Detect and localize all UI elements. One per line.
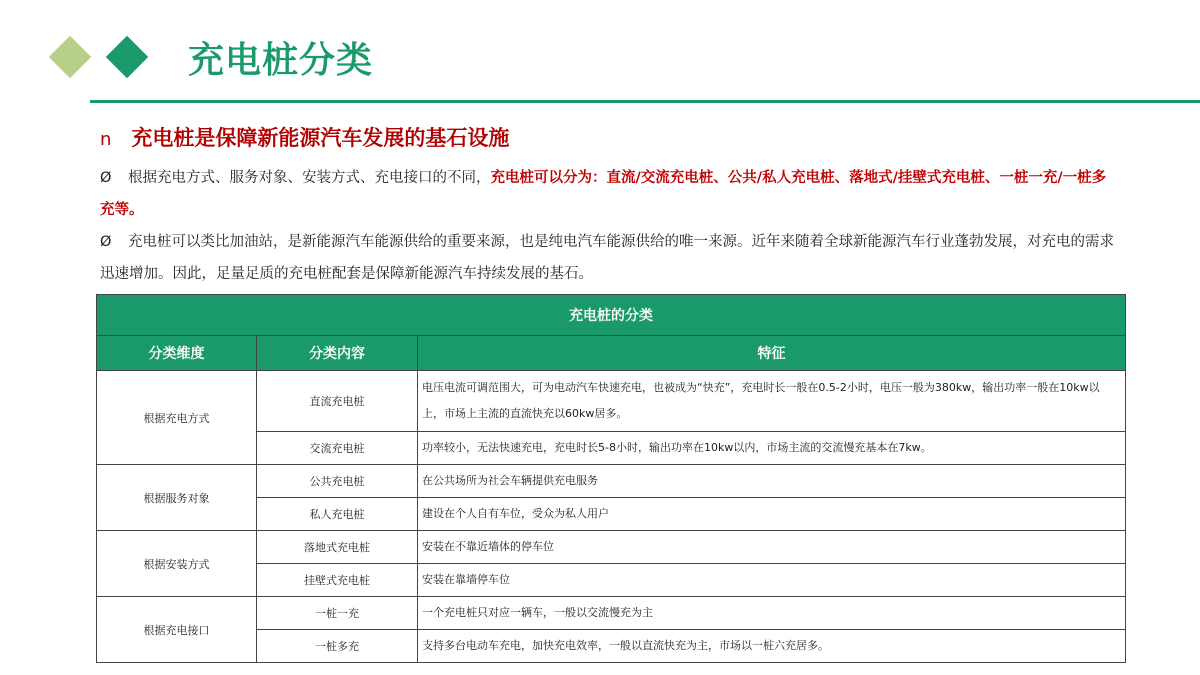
page-title: 充电桩分类	[188, 40, 374, 81]
header-feature: 特征	[418, 336, 1126, 371]
header-content: 分类内容	[257, 336, 418, 371]
content-cell: 公共充电桩	[257, 465, 418, 498]
dimension-cell: 根据充电方式	[97, 371, 257, 465]
paragraph-2-marker: Ø	[100, 234, 112, 250]
content-cell: 落地式充电桩	[257, 531, 418, 564]
paragraph-1-highlight: 充电桩可以分为：直流/交流充电桩、公共/私人充电桩、落地式/挂壁式充电桩、一桩一充/一桩多充等。	[100, 170, 1107, 218]
feature-cell: 安装在靠墙停车位	[418, 564, 1126, 597]
feature-cell: 一个充电桩只对应一辆车，一般以交流慢充为主	[418, 597, 1126, 630]
decor-diamond-dark	[106, 36, 148, 78]
feature-cell: 功率较小，无法快速充电，充电时长5-8小时，输出功率在10kw以内，市场主流的交流慢充基本在7kw。	[418, 432, 1126, 465]
decor-diamond-light	[49, 36, 91, 78]
content-cell: 私人充电桩	[257, 498, 418, 531]
content-cell: 一桩一充	[257, 597, 418, 630]
paragraph-1-marker: Ø	[100, 170, 112, 186]
content-cell: 直流充电桩	[257, 371, 418, 432]
paragraph-2-text: 充电桩可以类比加油站，是新能源汽车能源供给的重要来源，也是纯电汽车能源供给的唯一来源。近年来随着全球新能源汽车行业蓬勃发展，对充电的需求迅速增加。因此，足量足质的充电桩配套是保障新能源汽车持续发展的基石。	[100, 234, 1114, 282]
feature-cell: 电压电流可调范围大，可为电动汽车快速充电，也被成为“快充”，充电时长一般在0.5-2小时，电压一般为380kw，输出功率一般在10kw以上，市场上主流的直流快充以60kw居多。	[418, 371, 1126, 432]
paragraph-1	[100, 162, 1120, 226]
dimension-cell: 根据安装方式	[97, 531, 257, 597]
feature-cell: 支持多台电动车充电，加快充电效率，一般以直流快充为主，市场以一桩六充居多。	[418, 630, 1126, 663]
table-caption: 充电桩的分类	[97, 295, 1126, 336]
table-row	[97, 597, 1126, 630]
feature-cell: 安装在不靠近墙体的停车位	[418, 531, 1126, 564]
feature-cell: 建设在个人自有车位，受众为私人用户	[418, 498, 1126, 531]
paragraph-2	[100, 226, 1120, 290]
table-row	[97, 371, 1126, 432]
header-dimension: 分类维度	[97, 336, 257, 371]
dimension-cell: 根据服务对象	[97, 465, 257, 531]
table-row	[97, 465, 1126, 498]
dimension-cell: 根据充电接口	[97, 597, 257, 663]
content-cell: 一桩多充	[257, 630, 418, 663]
paragraph-1-plain: 根据充电方式、服务对象、安装方式、充电接口的不同，	[128, 170, 491, 186]
content-cell: 交流充电桩	[257, 432, 418, 465]
heading-bullet: n	[100, 129, 112, 150]
classification-table	[96, 294, 1126, 663]
feature-cell: 在公共场所为社会车辆提供充电服务	[418, 465, 1126, 498]
heading-text: 充电桩是保障新能源汽车发展的基石设施	[131, 126, 510, 150]
table-row	[97, 531, 1126, 564]
content-cell: 挂壁式充电桩	[257, 564, 418, 597]
section-heading	[100, 122, 509, 152]
title-divider	[90, 100, 1200, 103]
